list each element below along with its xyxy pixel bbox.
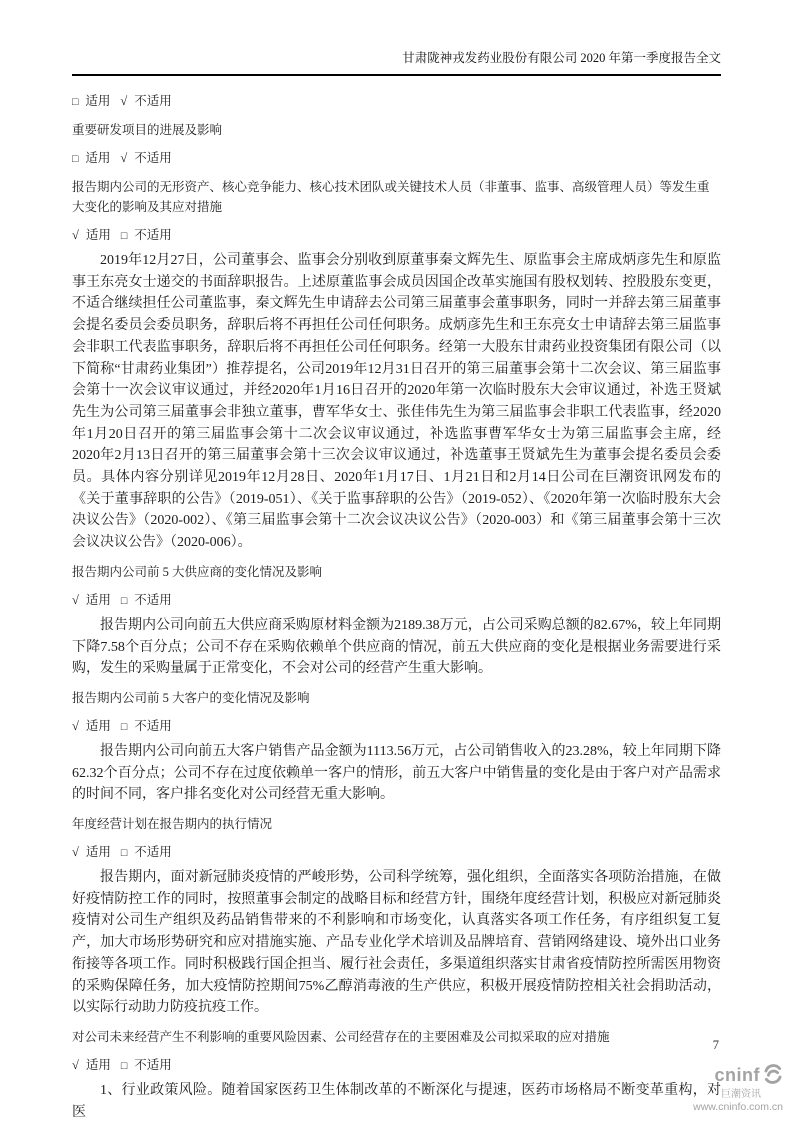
cninfo-brand-text: cninf [714,1065,760,1086]
applicable-label: 适用 [85,718,111,733]
applicable-label: 适用 [85,228,111,242]
applicable-mark-icon: □ [72,154,79,165]
section-heading-major-changes: 报告期内公司的无形资产、核心竞争能力、核心技术团队或关键技术人员（非董事、监事、高级管理人员）等发生重大变化的影响及其应对措施 [72,180,710,214]
applicable-label: 适用 [85,94,111,108]
applicable-label: 适用 [85,151,111,165]
page-header [72,0,721,76]
applicable-label: 适用 [85,592,111,607]
paragraph-director-resignations: 2019年12月27日，公司董事会、监事会分别收到原董事秦文辉先生、原监事会主席成炳彦先生和原监事王东亮女士递交的书面辞职报告。上述原董监事会成员因国企改革实施国有股权划转、控股股东变更，不适合继续担任公司董监事，秦文辉先生申请辞去公司第三届董事会董事职务，同时一并辞去第三届董事会提名委员会委员职务，辞职后将不再担任公司任何职务。成炳彦先生和王东亮女士申请辞去第三届监事会非职工代表监事职务，辞职后将不再担任公司任何职务。经第一大股东甘肃药业投资集团有限公司（以下简称“甘肃药业集团”）推荐提名，公司2019年12月31日召开的第三届董事会第十二次会议、第三届监事会第十一次会议审议通过，并经2020年1月16日召开的2020年第一次临时股东大会审议通过，补选王贤斌先生为公司第三届董事会非独立董事，曹军华女士、张佳伟先生为第三届监事会非职工代表监事，经2020年1月20日召开的第三届监事会第十二次会议审议通过，补选监事曹军华女士为第三届监事会主席，经2020年2月13日召开的第三届董事会第十三次会议审议通过，补选董事王贤斌先生为董事会提名委员会委员。具体内容分别详见2019年12月28日、2020年1月17日、1月21日和2月14日公司在巨潮资讯网发布的《关于董事辞职的公告》（2019-051）、《关于监事辞职的公告》（2019-052）、《2020年第一次临时股东大会决议公告》（2020-002）、《第三届监事会第十二次会议决议公告》（2020-003）和《第三届董事会第十三次会议决议公告》（2020-006）。 [72,253,721,551]
applicability-line-1 [72,92,721,112]
applicable-label: 适用 [85,1057,111,1072]
not-applicable-mark-icon: □ [120,231,128,242]
paragraph-policy-risk: 1、行业政策风险。随着国家医药卫生体制改革的不断深化与提速，医药市场格局不断变革重构，对医 [72,1082,721,1120]
not-applicable-mark-icon: √ [120,94,128,108]
not-applicable-mark-icon: □ [120,1060,128,1072]
applicable-mark-icon: √ [72,718,79,733]
cninfo-url: www.cninfo.com.cn [693,1101,783,1114]
page-number: 7 [712,1038,719,1052]
report-title: 甘肃陇神戎发药业股份有限公司 2020 年第一季度报告全文 [72,50,721,76]
not-applicable-label: 不适用 [134,94,172,108]
cninfo-logo-icon [763,1064,783,1089]
applicable-mark-icon: √ [72,592,79,607]
not-applicable-label: 不适用 [134,718,172,733]
applicable-mark-icon: √ [72,845,79,860]
not-applicable-label: 不适用 [134,1057,172,1072]
applicability-line-5 [72,717,721,737]
section-heading-annual-plan: 年度经营计划在报告期内的执行情况 [72,817,273,832]
not-applicable-mark-icon: □ [120,848,128,860]
applicable-mark-icon: √ [72,228,79,242]
section-heading-rd-projects: 重要研发项目的进展及影响 [72,123,223,137]
applicability-line-4 [72,591,721,611]
paragraph-suppliers-detail: 报告期内公司向前五大供应商采购原材料金额为2189.38万元，占公司采购总额的82.67%，较上年同期下降7.58个百分点；公司不存在采购依赖单个供应商的情况，前五大供应商的变化是根据业务需要进行采购，发生的采购量属于正常变化，不会对公司的经营产生重大影响。 [72,617,721,677]
not-applicable-mark-icon: □ [120,721,128,733]
not-applicable-label: 不适用 [134,228,172,242]
cninfo-watermark [693,1064,783,1114]
page-content [72,92,721,1122]
cninfo-brand-row [693,1064,783,1089]
applicable-mark-icon: √ [72,1057,79,1072]
applicability-line-6 [72,843,721,863]
not-applicable-mark-icon: √ [120,151,128,165]
section-heading-top5-customers: 报告期内公司前 5 大客户的变化情况及影响 [72,690,310,705]
applicability-line-3 [72,226,721,246]
paragraph-customers-detail: 报告期内公司向前五大客户销售产品金额为1113.56万元，占公司销售收入的23.28%，较上年同期下降62.32个百分点；公司不存在过度依赖单一客户的情形，前五大客户中销售量的变化是由于客户对产品需求的时间不同，客户排名变化对公司经营无重大影响。 [72,743,721,803]
not-applicable-label: 不适用 [134,592,172,607]
not-applicable-label: 不适用 [134,151,172,165]
applicability-line-2 [72,149,721,169]
cninfo-brand-chinese: 巨潮资讯 [721,1089,761,1101]
section-heading-risk-factors: 对公司未来经营产生不利影响的重要风险因素、公司经营存在的主要困难及公司拟采取的应对措施 [72,1029,610,1044]
not-applicable-label: 不适用 [134,845,172,860]
applicable-label: 适用 [85,845,111,860]
applicable-mark-icon: □ [72,97,79,108]
paragraph-annual-plan-detail: 报告期内，面对新冠肺炎疫情的严峻形势，公司科学统筹，强化组织，全面落实各项防治措施，在做好疫情防控工作的同时，按照董事会制定的战略目标和经营方针，围绕年度经营计划，积极应对新冠肺炎疫情对公司生产组织及药品销售带来的不利影响和市场变化，认真落实各项工作任务，有序组织复工复产，加大市场形势研究和应对措施实施、产品专业化学术培训及品牌培育、营销网络建设、境外出口业务衔接等各项工作。同时积极践行国企担当、履行社会责任，多渠道组织落实甘肃省疫情防控所需医用物资的采购保障任务，加大疫情防控期间75%乙醇消毒液的生产供应，积极开展疫情防控相关社会捐助活动，以实际行动助力防疫抗疫工作。 [72,870,721,1016]
applicability-line-7 [72,1056,721,1076]
not-applicable-mark-icon: □ [120,595,128,607]
section-heading-top5-suppliers: 报告期内公司前 5 大供应商的变化情况及影响 [72,564,323,579]
